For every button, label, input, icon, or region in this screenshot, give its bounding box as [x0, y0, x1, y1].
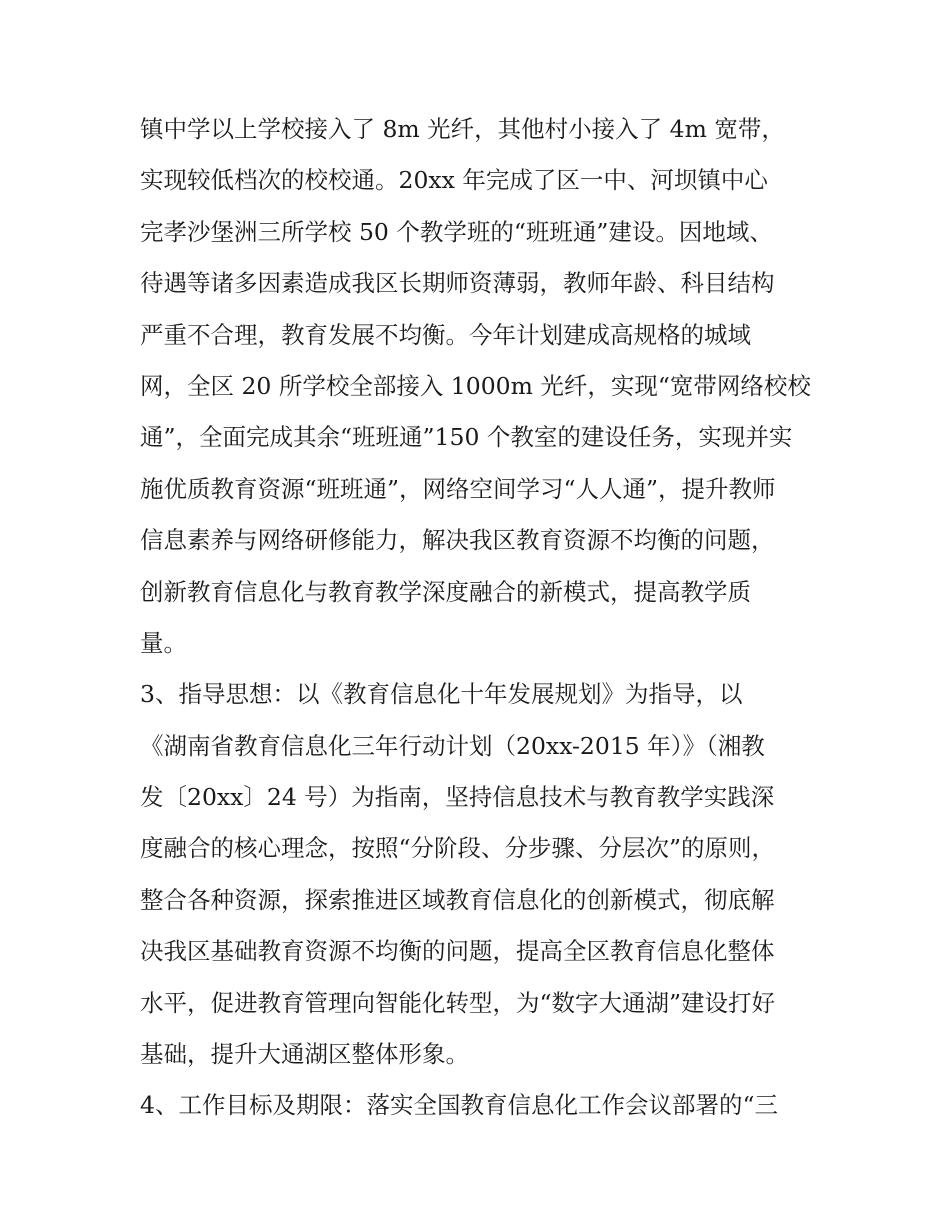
body-text: [140, 104, 820, 1132]
text-line: 信息素养与网络研修能力，解决我区教育资源不均衡的问题，: [140, 526, 775, 555]
text-line: 度融合的核心理念，按照“分阶段、分步骤、分层次”的原则，: [140, 834, 776, 863]
text-line: 水平，促进教育管理向智能化转型，为“数字大通湖”建设打好: [140, 988, 776, 1017]
text-line: 完孝沙堡洲三所学校 50 个教学班的“班班通”建设。因地域、: [140, 217, 773, 246]
text-line: 网，全区 20 所学校全部接入 1000m 光纤，实现“宽带网络校校: [140, 371, 811, 400]
text-line: 决我区基础教育资源不均衡的问题，提高全区教育信息化整体: [140, 937, 775, 966]
text-line: 量。: [140, 628, 187, 657]
text-line: 待遇等诸多因素造成我区长期师资薄弱，教师年龄、科目结构: [140, 269, 775, 298]
text-line: 发〔20xx〕24 号）为指南，坚持信息技术与教育教学实践深: [140, 783, 775, 812]
text-line: 严重不合理，教育发展不均衡。今年计划建成高规格的城域: [140, 320, 751, 349]
text-line: 创新教育信息化与教育教学深度融合的新模式，提高教学质: [140, 577, 751, 606]
section-4-heading-line: 4、工作目标及期限：落实全国教育信息化工作会议部署的“三: [140, 1091, 778, 1120]
section-3-heading-line: 3、指导思想：以《教育信息化十年发展规划》为指导，以: [140, 680, 743, 709]
text-line: 整合各种资源，探索推进区域教育信息化的创新模式，彻底解: [140, 885, 775, 914]
text-line: 《湖南省教育信息化三年行动计划（20xx-2015 年）》（湘教: [140, 731, 765, 760]
text-line: 实现较低档次的校校通。20xx 年完成了区一中、河坝镇中心: [140, 166, 768, 195]
text-line: 通”，全面完成其余“班班通”150 个教室的建设任务，实现并实: [140, 423, 793, 452]
text-line: 施优质教育资源“班班通”，网络空间学习“人人通”，提升教师: [140, 474, 776, 503]
text-line: 基础，提升大通湖区整体形象。: [140, 1040, 469, 1069]
text-line: 镇中学以上学校接入了 8m 光纤，其他村小接入了 4m 宽带，: [140, 115, 785, 143]
